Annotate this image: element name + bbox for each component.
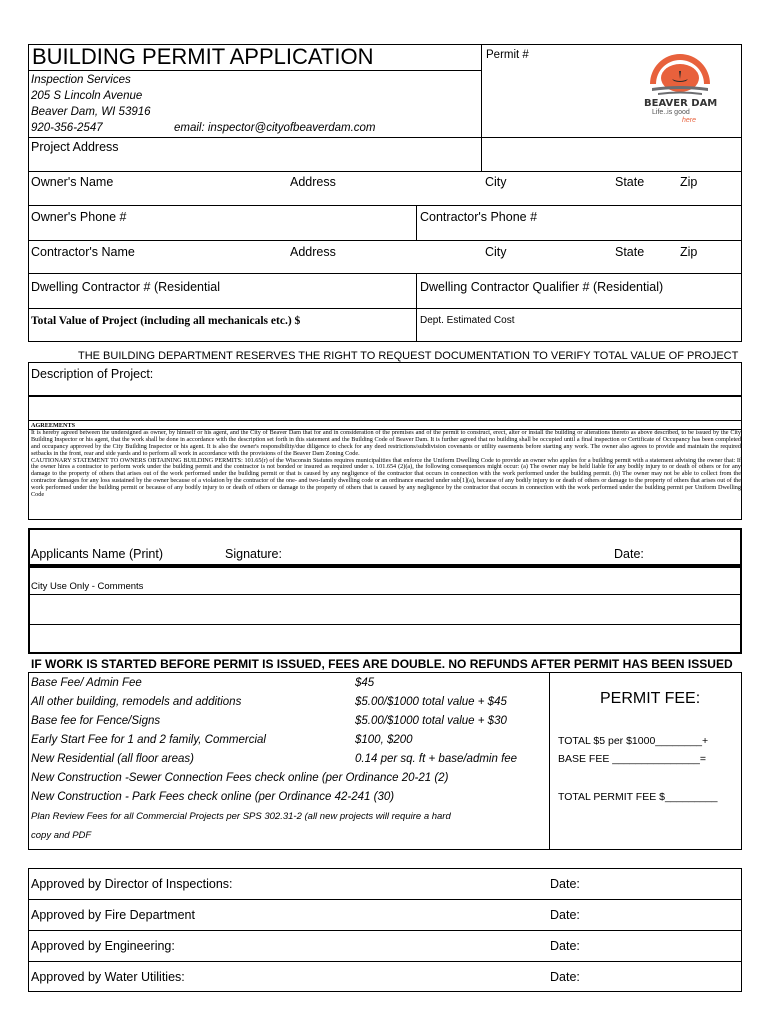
row-divider	[28, 205, 742, 206]
reserves-notice: THE BUILDING DEPARTMENT RESERVES THE RIGHT TO REQUEST DOCUMENTATION TO VERIFY TOTAL VALUE OF PROJECT	[78, 350, 739, 362]
approval-water-date[interactable]: Date:	[550, 970, 580, 984]
permit-fee-base-line[interactable]: BASE FEE _______________=	[558, 753, 706, 765]
contractor-address-field[interactable]: Address	[290, 245, 336, 259]
owner-city-field[interactable]: City	[485, 175, 507, 189]
logo-tagline-script: here	[682, 117, 697, 124]
fee-label-fence: Base fee for Fence/Signs	[31, 715, 161, 727]
permit-fee-title: PERMIT FEE:	[600, 690, 701, 707]
permit-fee-total-line[interactable]: TOTAL $5 per $1000________+	[558, 735, 709, 747]
contractor-state-field[interactable]: State	[615, 245, 645, 259]
approval-water-field[interactable]: Approved by Water Utilities:	[31, 970, 185, 984]
contractor-zip-field[interactable]: Zip	[680, 245, 698, 259]
beaver-dam-logo	[642, 54, 718, 132]
approval-inspections-date[interactable]: Date:	[550, 877, 580, 891]
email-address: email: inspector@cityofbeaverdam.com	[174, 122, 376, 134]
row-divider	[28, 171, 742, 172]
signature-field[interactable]: Signature:	[225, 547, 282, 561]
row-divider	[28, 594, 742, 595]
approval-engineering-field[interactable]: Approved by Engineering:	[31, 939, 175, 953]
contractor-city-field[interactable]: City	[485, 245, 507, 259]
approval-fire-field[interactable]: Approved by Fire Department	[31, 908, 195, 922]
fee-label-early-start: Early Start Fee for 1 and 2 family, Commercial	[31, 734, 266, 746]
address-line-3: Beaver Dam, WI 53916	[31, 106, 151, 118]
city-use-comments[interactable]: City Use Only - Comments	[31, 581, 144, 592]
agreements-heading: AGREEMENTS	[31, 422, 76, 429]
owner-address-field[interactable]: Address	[290, 175, 336, 189]
approval-fire-date[interactable]: Date:	[550, 908, 580, 922]
logo-tagline: Life..is good	[652, 109, 690, 116]
contractors-phone-field[interactable]: Contractor's Phone #	[420, 210, 538, 224]
title-underline	[28, 70, 481, 71]
approval-inspections-field[interactable]: Approved by Director of Inspections:	[31, 877, 233, 891]
fee-sewer-note: New Construction -Sewer Connection Fees check online (per Ordinance 20-21 (2)	[31, 772, 449, 784]
cautionary-statement: CAUTIONARY STATEMENT TO OWNERS OBTAINING BUILDING PERMITS: 101.65(r) of the Wisconsin Statutes requires municipalities that enforce the Uniform Dwelling Code to provide an owner who applies for a building permit with a statement advising the owner that: If the owner hires a contractor to perform work under the building permit and the contractor is not bonded or insured as required under s. 101.654 (2)(a), the following consequences might occur: (a) The owner may be held liable for any bodily injury to or death of others or for any damage to the property of others that arises out of the work performed under the building permit or that is caused by any negligence of the contractor that occurs in connection with the work performed under the building permit. (b) The owner may not be able to collect from the contractor damages for any loss sustained by the owner because of a violation by the contractor of the one- and two-family dwelling code or an ordinance enacted under sub[1](a), because of any bodily injury to or death of others or damage to the property of others that arises out of the work performed under the building permit or because of any bodily injury to or death of others or damage to the property of others that is caused by any negligence by the contractor that occurs in connection with the work performed under the building permit per Uniform Dwelling Code	[31, 456, 741, 499]
logo-name: BEAVER DAM	[644, 98, 718, 109]
signature-date-field[interactable]: Date:	[614, 547, 644, 561]
address-line-2: 205 S Lincoln Avenue	[31, 90, 143, 102]
plan-review-note-2: copy and PDF	[31, 830, 92, 841]
column-divider	[416, 205, 417, 240]
fee-label-base: Base Fee/ Admin Fee	[31, 677, 142, 689]
fee-label-residential: New Residential (all floor areas)	[31, 753, 194, 765]
agreements-text	[31, 423, 741, 499]
page-title: BUILDING PERMIT APPLICATION	[32, 44, 374, 69]
row-divider	[28, 240, 742, 241]
applicant-name-field[interactable]: Applicants Name (Print)	[31, 547, 163, 561]
fee-park-note: New Construction - Park Fees check online (per Ordinance 42-241 (30)	[31, 791, 395, 803]
dept-estimated-cost-field[interactable]: Dept. Estimated Cost	[420, 315, 515, 326]
owner-state-field[interactable]: State	[615, 175, 645, 189]
total-value-field[interactable]: Total Value of Project (including all mechanicals etc.) $	[31, 315, 301, 327]
phone-number: 920-356-2547	[31, 122, 103, 134]
project-address-field[interactable]: Project Address	[31, 140, 119, 154]
row-divider	[28, 308, 742, 309]
permit-fee-divider	[549, 672, 550, 850]
fee-value-early-start: $100, $200	[355, 734, 413, 746]
owners-name-field[interactable]: Owner's Name	[31, 175, 114, 189]
dwelling-contractor-field[interactable]: Dwelling Contractor # (Residential	[31, 280, 220, 294]
plan-review-note-1: Plan Review Fees for all Commercial Projects per SPS 302.31-2 (all new projects will require a hard	[31, 811, 451, 822]
row-divider	[28, 899, 742, 900]
row-divider	[28, 961, 742, 962]
fee-value-fence: $5.00/$1000 total value + $30	[355, 715, 507, 727]
row-divider	[28, 930, 742, 931]
fee-value-base: $45	[355, 677, 375, 689]
dwelling-qualifier-field[interactable]: Dwelling Contractor Qualifier # (Residential)	[420, 280, 664, 294]
agreements-body: It is hereby agreed between the undersigned as owner, by himself or his agent, and the City of Beaver Dam that for and in consideration of the premises and of the permit to construct, erect, alter or install the building or alterations thereto as above described, to be issued by the City Building Inspector or his agent, that the work shall be done in accordance with the description set forth in this statement and the Building Code of Beaver Dam. It is further agreed that no building shall be occupied until a final inspection or Certificate of Occupancy has been completed and occupancy approved by the City Building Inspector or his agent. It is also the owner's responsibility/due diligence to check for any deed restrictions/subdivision covenants or utility easements before starting any work. The owner also agrees to provide and maintain the required setbacks in the front, rear and side yards and to perform all work in accordance with the provisions of the Beaver Dam Zoning Code.	[31, 428, 741, 457]
fees-warning: IF WORK IS STARTED BEFORE PERMIT IS ISSUED, FEES ARE DOUBLE. NO REFUNDS AFTER PERMIT HAS BEEN ISSUED	[31, 657, 733, 671]
row-divider	[28, 137, 742, 138]
total-permit-fee-line[interactable]: TOTAL PERMIT FEE $_________	[558, 791, 718, 803]
fee-label-other: All other building, remodels and additions	[31, 696, 242, 708]
description-field[interactable]: Description of Project:	[31, 367, 154, 381]
fee-value-other: $5.00/$1000 total value + $45	[355, 696, 507, 708]
contractors-name-field[interactable]: Contractor's Name	[31, 245, 135, 259]
row-divider	[28, 624, 742, 625]
row-divider	[28, 273, 742, 274]
owner-zip-field[interactable]: Zip	[680, 175, 698, 189]
title-divider	[481, 44, 482, 171]
fee-value-residential: 0.14 per sq. ft + base/admin fee	[355, 753, 518, 765]
address-line-1: Inspection Services	[31, 74, 131, 86]
permit-number-field[interactable]: Permit #	[486, 49, 529, 61]
owners-phone-field[interactable]: Owner's Phone #	[31, 210, 127, 224]
approval-engineering-date[interactable]: Date:	[550, 939, 580, 953]
